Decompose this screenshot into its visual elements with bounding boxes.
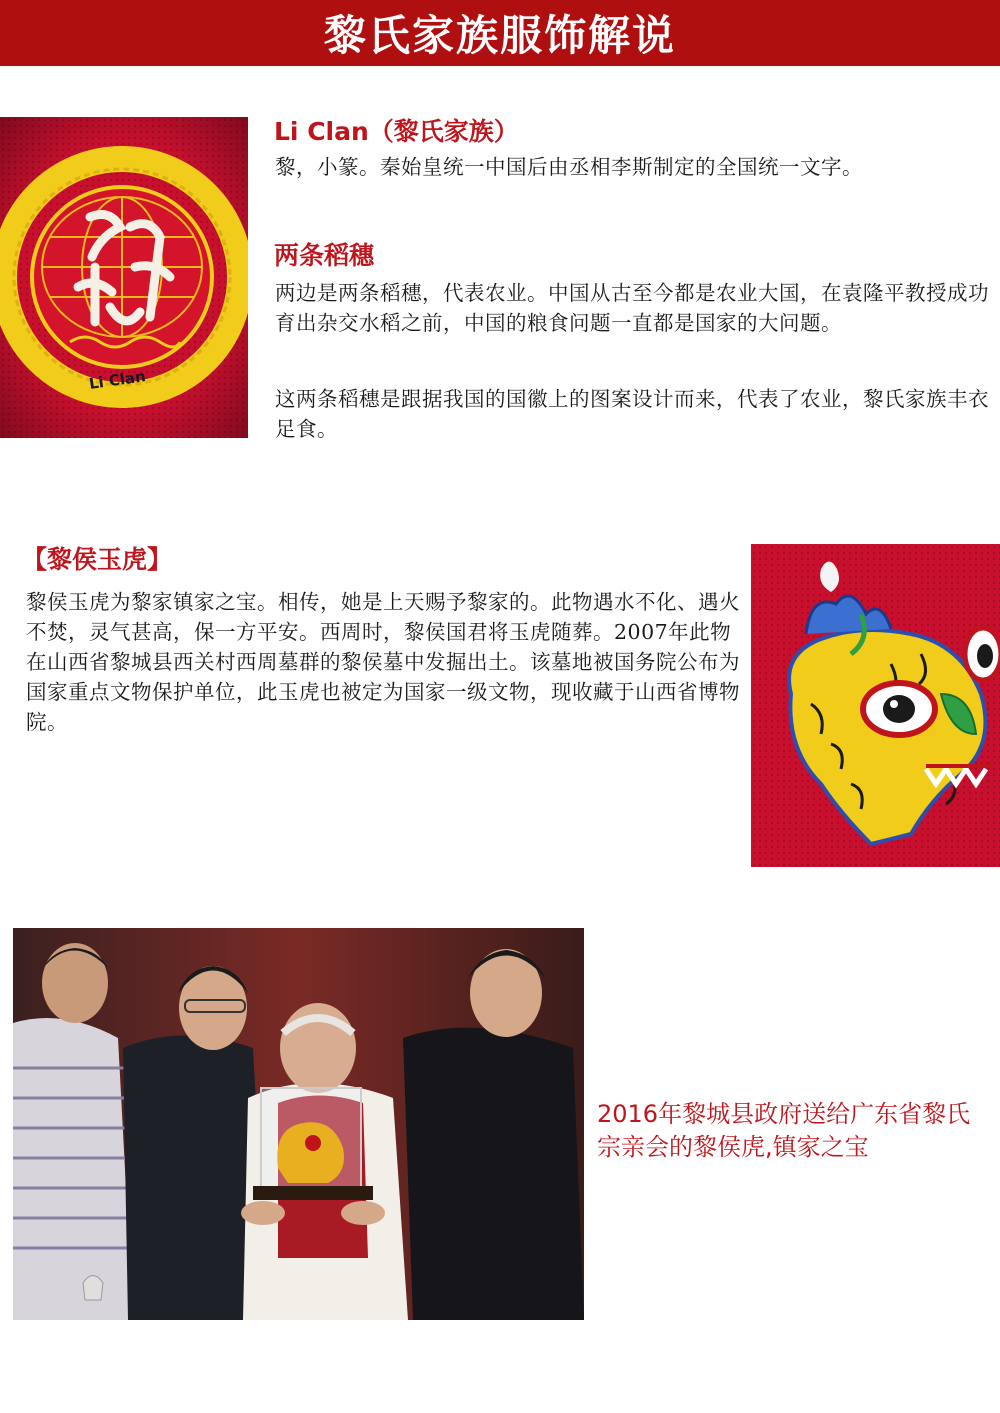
page-title: 黎氏家族服饰解说 (323, 11, 676, 60)
clan-badge-photo (0, 117, 248, 438)
rice-heading: 两条稻穗 (274, 241, 375, 270)
photo-caption: 2016年黎城县政府送给广东省黎氏宗亲会的黎侯虎,镇家之宝 (597, 1100, 971, 1161)
clan-badge-image (0, 117, 248, 438)
tiger-embroidery-image (751, 544, 1000, 867)
clan-heading: Li Clan（黎氏家族） (274, 117, 519, 146)
tiger-embroidery-photo (751, 544, 1000, 867)
header-banner (0, 0, 1000, 66)
rice-paragraph-2: 这两条稻穗是跟据我国的国徽上的图案设计而来，代表了农业，黎氏家族丰衣足食。 (275, 387, 989, 441)
group-presentation-photo (13, 928, 584, 1320)
rice-paragraph-1: 两边是两条稻穗，代表农业。中国从古至今都是农业大国，在袁隆平教授成功育出杂交水稻之前，中国的粮食问题一直都是国家的大问题。 (275, 281, 989, 335)
clan-paragraph: 黎，小篆。秦始皇统一中国后由丞相李斯制定的全国统一文字。 (275, 155, 863, 179)
group-photo-image (13, 928, 584, 1320)
badge-text: Li Clan (87, 367, 147, 393)
tiger-heading: 【黎侯玉虎】 (22, 545, 173, 574)
tiger-paragraph: 黎侯玉虎为黎家镇家之宝。相传，她是上天赐予黎家的。此物遇水不化、遇火不焚，灵气甚高，保一方平安。西周时，黎侯国君将玉虎随葬。2007年此物在山西省黎城县西关村西周墓群的黎侯墓中发掘出土。该墓地被国务院公布为国家重点文物保护单位，此玉虎也被定为国家一级文物，现收藏于山西省博物院。 (26, 590, 740, 734)
